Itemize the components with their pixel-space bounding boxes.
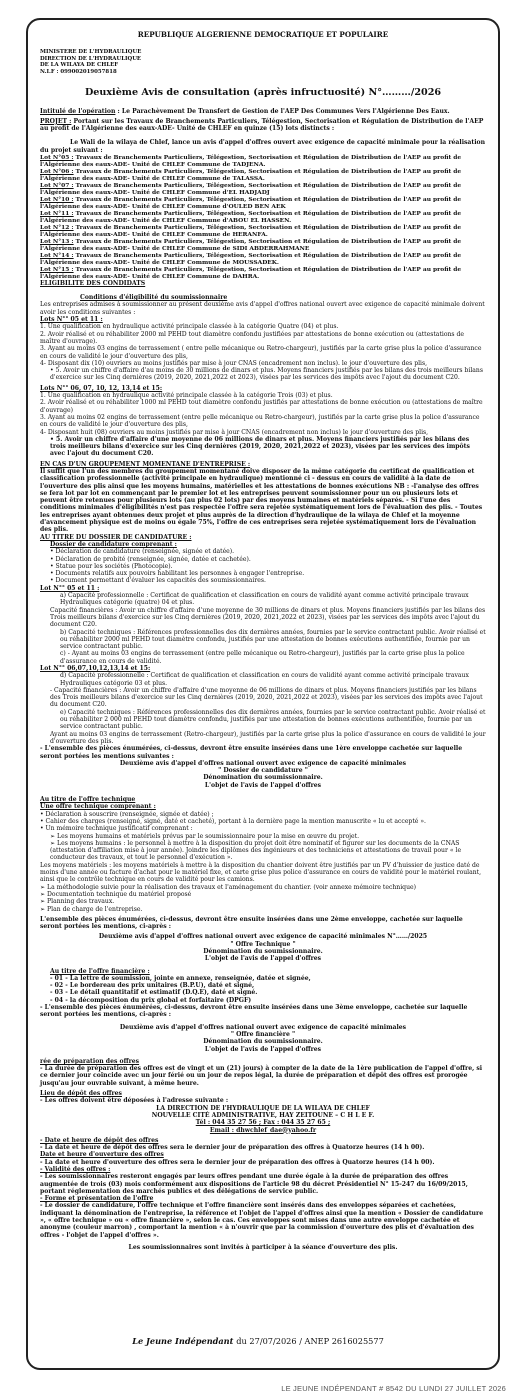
eligibilite-title: ELIGIBILITE DES CONDIDATS [40, 279, 146, 287]
newspaper-name: Le Jeune Indépendant [132, 1336, 234, 1346]
dates-line: - Forme et présentation de l'offre [40, 1195, 154, 1203]
notice-frame [26, 18, 500, 1370]
lots-b-item: d) Capacité professionnelle : Certificat de qualification et classification en cours de validité ayant comme activité principale travaux Hydrauliques catégorie 03 et plus. [60, 672, 469, 687]
envelope3-line: " Offre financière " [230, 1030, 296, 1038]
tech-item: • Cahier des charges (renseigné, signé, daté et cacheté), portant à la dernière page la mention manuscrite « lu et accepté ». [40, 817, 426, 825]
lot-item: Lot N°07 : Travaux de Branchements Particuliers, Télégestion, Sectorisation et Régulation de Distribution de l'AEP au profit de l'Algérienne des eaux-ADE- Unité de CHLEF Commune d'EL HADJADJ [40, 181, 462, 196]
envelope2-line: " Offre Technique " [230, 940, 296, 948]
tech-item: ➢ Documentation technique du matériel proposé [40, 890, 192, 898]
cond-b-item: • 5. Avoir un chiffre d'affaire d'une moyenne de 06 millions de dinars et plus. Moyens financiers justifiés par les bilans des trois meilleurs bilans d'exercice sur les Cinq dernières (2019, 2020, 2021,2022 et 2023), visées par les services des impôts avec l'ajout du document C20. [50, 435, 470, 458]
dossier-title: AU TITRE DU DOSSIER DE CANDIDATURE : [40, 533, 192, 541]
lot-item: Lot N°10 : Travaux de Branchements Particuliers, Télégestion, Sectorisation et Régulation de Distribution de l'AEP au profit de l'Algérienne des eaux-ADE- Unité de CHLEF Commune d'OULED BEN AEK [40, 195, 462, 210]
envelope2-intro: L'ensemble des pièces énumérées, ci-dessus, devront être ensuite insérées dans une 2ème enveloppe, cachetée sur laquelle seront portées les mentions, ci-après : [40, 915, 463, 931]
envelope3-line: Dénomination du soumissionnaire. [203, 1038, 323, 1046]
projet [40, 118, 486, 133]
envelope3-line: Deuxième avis d'appel d'offres national ouvert avec exigence de capacité minimales [119, 1023, 407, 1031]
envelope1-line: L'objet de l'avis de l'appel d'offres [204, 781, 322, 789]
tech-item: • Déclaration à souscrire (renseignée, signée et datée) ; [40, 810, 214, 818]
groupement-title: EN CAS D'UN GROUPEMENT MOMENTANE D'ENTREPRISE : [40, 460, 251, 468]
cond-b-item: 2. Avoir réalisé et ou réhabiliter 1000 ml PEHD tout diamètre confondu justifiés par attestations de bonne exécution ou (attestations de maître d'ouvrage) [40, 399, 483, 414]
lots-b-item: e) Capacité techniques : Références professionnelles des dix dernières années, fournies par le service contractant public. Avoir réalisé et ou réhabiliter 2 000 ml PEHD tout diamètre confondu, justifiés par une attestation de bonnes exécutions authentifiée, fournie par un service contractant public. [60, 708, 486, 731]
lot-item: Lot N°15 : Travaux de Branchements Particuliers, Télégestion, Sectorisation et Régulation de Distribution de l'AEP au profit de l'Algérienne des eaux-ADE- Unité de CHLEF Commune de DAHRA. [40, 265, 462, 280]
invite-text: Les soumissionnaires sont invités à participer à la séance d'ouverture des plis. [128, 1243, 398, 1251]
page-running-head: LE JEUNE INDÉPENDANT # 8542 DU LUNDI 27 JUILLET 2026 [281, 1384, 506, 1393]
cond-a-item: • 5. Avoir un chiffre d'affaire d'au moins de 30 millions de dinars et plus. Moyens financiers justifiés par les bilans des trois meilleurs bilans d'exercice sur les Cinq dernières (2019, 2020, 2021,2022 et 2023), visées par les services des impôts avec l'ajout du document C20. [50, 367, 483, 382]
tech-sub: Une offre technique comprenant : [40, 803, 156, 811]
envelope2-line: Deuxième avis d'appel d'offres national ouvert avec exigence de capacité minimales N°……/2025 [98, 933, 428, 941]
lot-item: Lot N°06 : Travaux de Branchements Particuliers, Télégestion, Sectorisation et Régulation de Distribution de l'AEP au profit de l'Algérienne des eaux-ADE- Unité de CHLEF Commune de TALASSA. [40, 167, 462, 182]
conditions-intro: Les entreprises admises à soumissionner au présent deuxième avis d'appel d'offres national ouvert avec exigence de capacité minimale doivent avoir les conditions suivantes : [40, 301, 485, 316]
lots-a-title: Lot N°° 05 et 11 : [40, 584, 100, 592]
fin-title: Au titre de l'offre financière : [50, 967, 150, 975]
dates-line: - Les soumissionnaires resteront engagés par leurs offres pendant une durée égale à la durée de préparation des offres augmentée de trois (03) mois conformément aux dispositions de l'article 98 du décret Présidentiel N° 15-247 du 16/09/2015, portant réglementation des marchés publics et des délégations de service public. [40, 1173, 468, 1195]
fin-item: - 02 - Le bordereau des prix unitaires (B.P.U), daté et signé, [50, 982, 255, 990]
cond-b-item: 4- Disposant huit (08) ouvriers au moins justifiés par mise à jour CNAS (encadrement non inclus) le jour d'ouverture des plis, [40, 428, 429, 436]
nif-line: N.I.F : 099002019057818 [40, 68, 117, 75]
lot-item: Lot N°14 : Travaux de Branchements Particuliers, Télégestion, Sectorisation et Régulation de Distribution de l'AEP au profit de l'Algérienne des eaux-ADE- Unité de CHLEF Commune de MOUSSADEK. [40, 251, 462, 266]
prep-title: rée de préparation des offres [40, 1057, 140, 1065]
prep-text: - La durée de préparation des offres est de vingt et un (21) jours) à compter de la date de la 1ère publication de l'appel d'offre, si ce dernier jour coïncide avec un jour férié ou un jour de repos légal, la durée de préparation et dépôt des offres est prorogée jusqu'au jour ouvrable suivant, à même heure. [40, 1065, 483, 1087]
envelope1-line: " Dossier de candidature " [218, 767, 308, 775]
ministry-line: DIRECTION DE L'HYDRAULIQUE [40, 55, 142, 62]
intitule [40, 108, 486, 115]
lots-a-item: b) Capacité techniques : Références professionnelles des dix dernières années, fournies par le service contractant public. Avoir réalisé et ou réhabiliter 2000 ml PEHD tout diamètre confondu, justifiés par une attestation de bonnes exécutions authentifiée, fournie par un service contractant public. [60, 628, 486, 651]
address-line: LA DIRECTION DE l'HYDRAULIQUE DE LA WILAYA DE CHLEF [156, 1104, 370, 1112]
lieu-title: Lieu de dépôt des offres [40, 1090, 122, 1098]
cond-a-item: 1. Une qualification en hydraulique activité principale classée à la catégorie Quatre (04) et plus. [40, 323, 339, 331]
envelope2-line: Dénomination du soumissionnaire. [203, 947, 323, 955]
tech-item: • Un mémoire technique justificatif comprenant : [40, 825, 193, 833]
lots-a-item: Capacité financières : Avoir un chiffre d'affaire d'une moyenne de 30 millions de dinars et plus. Moyens financiers justifiés par les bilans des Trois meilleurs bilans d'exercice sur les Cinq dernières (2019, 2020, 2021,2022 et 2023), visées par les services des impôts avec l'ajout du document C20. [50, 606, 486, 629]
ministry-line: MINISTERE DE L'HYDRAULIQUE [40, 49, 142, 55]
dossier-item: • Document permettant d'évaluer les capacités des soumissionnaires. [50, 577, 266, 585]
ministry-line: DE LA WILAYA DE CHLEF [40, 62, 119, 69]
intitule-label: Intitulé de l'opération [40, 108, 116, 116]
ministry-block [40, 49, 486, 75]
envelope3-line: L'objet de l'avis de l'appel d'offres [204, 1045, 322, 1053]
lots-list [40, 154, 486, 280]
cond-b-item: 3. Ayant au moins 02 engins de terrassement (entre pelle mécanique ou Retro-chargeur), justifiés par la carte grise plus la police d'assurance en cours de validité le jour d'ouverture des plis, [40, 413, 480, 429]
lots-b-item: Ayant au moins 03 engins de terrassement (Retro-chargeur), justifiés par la carte grise plus la police d'assurance en cours de validité le jour d'ouverture des plis. [50, 730, 486, 745]
envelope1-intro: - L'ensemble des pièces énumérées, ci-dessus, devront être ensuite insérées dans une 1ère enveloppe cachetée sur laquelle seront portées les mentions suivantes : [40, 745, 463, 760]
tech-item: ➢ La méthodologie suivie pour la réalisation des travaux et l'aménagement du chantier. (voir annexe mémoire technique) [40, 883, 416, 891]
tech-item: ➢ Les moyens humains et matériels prévus par le soumissionnaire pour la mise en œuvre du projet. [50, 832, 360, 840]
envelope1-line: Deuxième avis d'appel d'offres national ouvert avec exigence de capacité minimales [119, 759, 407, 767]
publication-ref: du 27/07/2026 / ANEP 2616025577 [236, 1336, 384, 1346]
conditions-title: Conditions d'éligibilité du soumissionnaire [80, 294, 228, 302]
dossier-sub: Dossier de candidature comprenant : [50, 540, 177, 548]
tech-item: ➢ Planning des travaux. [40, 898, 115, 906]
fin-item: - 03 - Le détail quantitatif et estimatif (D.Q.E), daté et signé. [50, 989, 258, 997]
envelope2-line: L'objet de l'avis de l'appel d'offres [204, 955, 322, 963]
lot-item: Lot N°12 : Travaux de Branchements Particuliers, Télégestion, Sectorisation et Régulation de Distribution de l'AEP au profit de l'Algérienne des eaux-ADE- Unité de CHLEF Commune de HERANFA. [40, 223, 462, 238]
dates-line: Date et heure d'ouverture des offres [40, 1151, 164, 1159]
intitule-text: : Le Parachèvement De Transfert de Gestion de l'AEP Des Communes Vers l'Algérienne Des Eaux. [117, 108, 450, 116]
lot-item: Lot N°05 : Travaux de Branchements Particuliers, Télégestion, Sectorisation et Régulation de Distribution de l'AEP au profit de l'Algérienne des eaux-ADE- Unité de CHLEF Commune de TADJENA. [40, 153, 462, 168]
lots-b-item: - Capacité financières : Avoir un chiffre d'affaire d'une moyenne de 06 millions de dinars et plus. Moyens financiers justifiés par les bilans des Trois meilleurs bilans d'exercice sur les Cinq dernières (2019, 2020, 2021,2022 et 2023), visées par les services des impôts avec l'ajout du document C20. [50, 686, 483, 709]
dates-line: - La date et heure de dépôt des offres sera le dernier jour de préparation des offres à Quatorze heures (14 h 00). [40, 1144, 425, 1152]
cond-b-title: Lots N°° 06, 07, 10, 12, 13,14 et 15: [40, 384, 163, 392]
envelope1-line: Dénomination du soumissionnaire. [203, 774, 323, 782]
cond-a-item: 4- Disposant dix (10) ouvriers au moins justifiés par mise à jour CNAS (encadrement non inclus). le jour d'ouverture des plis, [40, 359, 428, 367]
dossier-item: • Déclaration de candidature (renseignée, signée et datée). [50, 548, 235, 556]
dates-line: - Validité des offres : [40, 1166, 111, 1173]
dates-line: - La date et heure d'ouverture des offres sera le dernier jour de préparation des offres à Quatorze heures (14 h 00). [40, 1158, 435, 1166]
fin-item: - 01 - La lettre de soumission, jointe en annexe, renseignée, datée et signée, [50, 974, 311, 982]
tech-item: Les moyens matériels : les moyens matériels à mettre à la disposition du chantier doivent être justifiés par un PV d'huissier de justice daté de moins d'une année ou facture d'achat pour le matériel fixe, et carte grise plus police d'assurance en cours de validité pour le matériel roulant, ainsi que le contrôle technique en cours de validité pour les camions. [40, 861, 482, 884]
lieu-text: - Les offres doivent être déposées à l'adresse suivante : [40, 1097, 229, 1105]
lot-item: Lot N°11 : Travaux de Branchements Particuliers, Télégestion, Sectorisation et Régulation de Distribution de l'AEP au profit de l'Algérienne des eaux-ADE- Unité de CHLEF Commune d'ABOU EL HASSEN. [40, 209, 462, 224]
cond-a-item: 2. Avoir réalisé et ou réhabiliter 2000 ml PEHD tout diamètre confondu justifiées par attestations de bonne exécution ou (attestations de maître d'ouvrage). [40, 330, 465, 345]
intro-text: Le Wali de la wilaya de Chlef, lance un avis d'appel d'offres ouvert avec exigence de capacité minimale pour la réalisation du projet suivant : [40, 139, 486, 154]
dates-line: - Le dossier de candidature, l'offre technique et l'offre financière sont insérés dans des enveloppes séparées et cachetées, indiquant la dénomination de l'entreprise, la référence et l'objet de l'appel d'offres ainsi que la mention « Dossier de candidature », « offre technique » ou « offre financière », selon le cas. Ces enveloppes sont mises dans une autre enveloppe cachetée et anonyme (couleur marron) , comportant la mention « à n'ouvrir que par la commission d'ouverture des plis et d'évaluation des offres - l'objet de l'appel d'offres ». [40, 1202, 484, 1239]
lots-a-item: c) - Ayant au moins 03 engins de terrassement (entre pelle mécanique ou Retro-chargeur), justifiés par la carte grise plus la police d'assurance en cours de validité. [60, 650, 465, 665]
address-email: Email : dhwchlef_dae@yahoo.fr [209, 1126, 317, 1134]
publication-footer [0, 1336, 516, 1346]
dossier-item: • Documents relatifs aux pouvoirs habilitant les personnes à engager l'entreprise. [50, 570, 305, 578]
address-phone: Tél : 044 35 27 56 ; Fax : 044 35 27 65 ; [195, 1119, 331, 1127]
fin-item: - 04 - la décomposition du prix global et forfaitaire (DPGF) [50, 996, 252, 1004]
dossier-item: • Déclaration de probité (renseignée, signée, datée et cachetée). [50, 555, 251, 563]
dates-line: - Date et heure de dépôt des offres [40, 1136, 159, 1144]
groupement-text: Il suffit que l'un des membres du groupement momentané doive disposer de la même catégorie du certificat de qualification et classification professionnelle (activité principale en hydraulique) mentionné ci - dessus en cours de validité à la date de l'ouverture des plis ainsi que les moyens humains, matérielles et les attestations de bonnes exécutions NB : -l'analyse des offres se fera lot par lot en commençant par le premier lot et les entreprises peuvent soumissionner pour un ou plusieurs lots et peuvent être retenues pour plusieurs lots (au plus 02 lots) par des moyens humaines et matériels séparés. - Si l'une des conditions minimales d'éligibilités n'est pas respectée l'offre sera rejetée systématiquement lors de l'évaluation des plis. - Toutes les entreprises ayant obtenues deux projet et plus auprès de la direction d'hydraulique de la wilaya de Chlef et la moyenne d'avancement physique est de moins ou égale 75%, l'offre de ces entreprises sera rejetée systématiquement lors de l'évaluation des plis. [40, 467, 483, 534]
projet-text: Portant sur les Travaux de Branchements Particuliers, Télégestion, Sectorisation et Régulation de Distribution de l'AEP au profit de l'Algérienne des eaux-ADE- Unité de CHLEF en quinze (15) lots distincts : [40, 117, 484, 132]
projet-label: PROJET : [40, 117, 72, 125]
lots-a-item: a) Capacité professionnelle : Certificat de qualification et classification en cours de validité ayant comme activité principale travaux Hydrauliques catégorie (quatre) 04 et plus. [60, 592, 469, 607]
cond-b-item: 1. Une qualification en hydraulique activité principale classée à la catégorie Trois (03) et plus. [40, 392, 333, 400]
cond-a-item: 3. Ayant au moins 03 engins de terrassement ( entre pelle mécanique ou Retro-chargeur), justifiés par la carte grise plus la police d'assurance en cours de validité le jour d'ouverture des plis, [40, 345, 482, 360]
lot-item: Lot N°13 : Travaux de Branchements Particuliers, Télégestion, Sectorisation et Régulation de Distribution de l'AEP au profit de l'Algérienne des eaux-ADE- Unité de CHLEF Commune de SIDI ABDERRAHMANE [40, 237, 462, 252]
tech-item: ➢ Plan de charge de l'entreprise. [40, 905, 143, 913]
republic-header: REPUBLIQUE ALGERIENNE DEMOCRATIQUE ET POPULAIRE [137, 30, 389, 39]
cond-a-title: Lots N°° 05 et 11 : [40, 316, 103, 324]
address-line: NOUVELLE CITÉ ADMINISTRATIVE, HAY ZEITOUNE – C H L E F. [151, 1111, 375, 1119]
notice-title: Deuxième Avis de consultation (après infructuosité) N°………/2026 [84, 87, 442, 99]
tech-title: Au titre de l'offre technique [40, 796, 136, 804]
tech-item: ➢ Les moyens humains : le personnel à mettre à la disposition du projet doit être nominatif et figurer sur les documents de la CNAS (attestation d'affiliation mise à jour année). Joindre les diplômes des ingénieurs et des techniciens et attestations de travail pour « le conducteur des travaux, et tout le personnel d'exécution ». [50, 839, 462, 862]
lots-b-title: Lot N°° 06,07,10,12,13,14 et 15: [40, 665, 151, 672]
dossier-item: • Statue pour les sociétés (Photocopie). [50, 562, 173, 570]
fin-item: - L'ensemble des pièces énumérées, ci-dessus, devront être ensuite insérées dans une 3ème enveloppe, cachetée sur laquelle seront portées les mentions, ci-après : [40, 1004, 468, 1019]
